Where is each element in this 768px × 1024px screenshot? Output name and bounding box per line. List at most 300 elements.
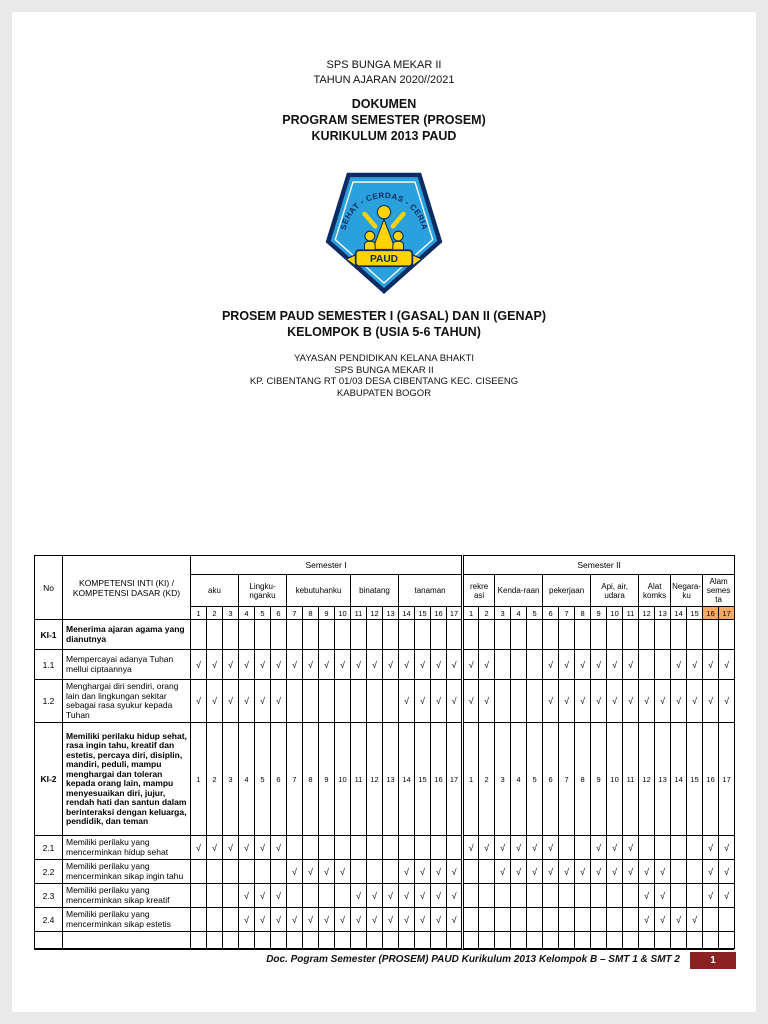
day-cell (287, 884, 303, 908)
check-mark: √ (415, 908, 431, 932)
check-mark: √ (303, 860, 319, 884)
day-cell (671, 932, 687, 949)
day-number: 10 (335, 607, 351, 620)
day-number: 1 (463, 607, 479, 620)
week-number: 5 (527, 723, 543, 836)
address-line: KP. CIBENTANG RT 01/03 DESA CIBENTANG KEC. CISEENG (249, 376, 519, 387)
day-number: 9 (319, 607, 335, 620)
day-cell (687, 620, 703, 650)
day-cell (399, 836, 415, 860)
check-mark: √ (223, 650, 239, 680)
day-cell (575, 908, 591, 932)
document-page (12, 12, 756, 1012)
check-mark: √ (703, 836, 719, 860)
day-cell (287, 680, 303, 723)
day-cell (591, 884, 607, 908)
day-cell (431, 932, 447, 949)
check-mark: √ (543, 836, 559, 860)
day-cell (527, 884, 543, 908)
check-mark: √ (623, 680, 639, 723)
week-number: 1 (191, 723, 207, 836)
check-mark: √ (415, 680, 431, 723)
check-mark: √ (607, 860, 623, 884)
page-number-badge: 1 (690, 952, 736, 969)
day-cell (559, 908, 575, 932)
check-mark: √ (655, 908, 671, 932)
check-mark: √ (671, 908, 687, 932)
day-cell (495, 908, 511, 932)
day-cell (319, 932, 335, 949)
day-cell (271, 620, 287, 650)
check-mark: √ (591, 860, 607, 884)
day-number: 16 (703, 607, 719, 620)
day-cell (367, 932, 383, 949)
foundation-name: YAYASAN PENDIDIKAN KELANA BHAKTI (293, 353, 475, 364)
check-mark: √ (527, 836, 543, 860)
week-number: 16 (703, 723, 719, 836)
week-number: 4 (239, 723, 255, 836)
prosem-table (34, 555, 735, 949)
day-number: 8 (303, 607, 319, 620)
day-cell (399, 932, 415, 949)
day-number: 3 (495, 607, 511, 620)
check-mark: √ (271, 884, 287, 908)
day-cell (527, 650, 543, 680)
check-mark: √ (271, 908, 287, 932)
theme-cell: Lingku-nganku (239, 575, 287, 607)
week-number: 17 (719, 723, 735, 836)
theme-cell: Alat komks (639, 575, 671, 607)
day-cell (447, 836, 463, 860)
check-mark: √ (655, 680, 671, 723)
week-number: 15 (687, 723, 703, 836)
day-number: 14 (671, 607, 687, 620)
check-mark: √ (415, 884, 431, 908)
day-number: 4 (511, 607, 527, 620)
footer-divider (34, 949, 734, 950)
day-cell (415, 836, 431, 860)
table-row (35, 836, 735, 860)
week-number: 10 (335, 723, 351, 836)
week-number: 12 (639, 723, 655, 836)
check-mark: √ (703, 860, 719, 884)
day-cell (511, 932, 527, 949)
check-mark: √ (447, 860, 463, 884)
check-mark: √ (255, 884, 271, 908)
theme-cell: Kenda-raan (495, 575, 543, 607)
check-mark: √ (463, 836, 479, 860)
day-number: 16 (431, 607, 447, 620)
day-cell (495, 680, 511, 723)
check-mark: √ (367, 884, 383, 908)
check-mark: √ (607, 836, 623, 860)
day-cell (671, 860, 687, 884)
day-cell (511, 620, 527, 650)
day-cell (463, 860, 479, 884)
day-cell (543, 932, 559, 949)
check-mark: √ (639, 908, 655, 932)
theme-cell: tanaman (399, 575, 463, 607)
row-no (35, 932, 63, 949)
day-cell (623, 932, 639, 949)
row-kd-text: Memiliki perilaku yang mencerminkan sikap kreatif (63, 884, 191, 908)
check-mark: √ (463, 650, 479, 680)
week-number: 7 (287, 723, 303, 836)
day-cell (287, 932, 303, 949)
week-number: 13 (655, 723, 671, 836)
day-cell (319, 680, 335, 723)
check-mark: √ (351, 884, 367, 908)
week-number: 9 (591, 723, 607, 836)
day-cell (463, 884, 479, 908)
table-row (35, 908, 735, 932)
day-number: 7 (559, 607, 575, 620)
week-number: 17 (447, 723, 463, 836)
day-cell (207, 620, 223, 650)
check-mark: √ (703, 650, 719, 680)
day-cell (351, 836, 367, 860)
theme-cell: Negara-ku (671, 575, 703, 607)
day-number: 10 (607, 607, 623, 620)
day-number: 8 (575, 607, 591, 620)
day-cell (271, 860, 287, 884)
day-number: 1 (191, 607, 207, 620)
check-mark: √ (303, 908, 319, 932)
check-mark: √ (383, 884, 399, 908)
day-cell (623, 620, 639, 650)
school-header (12, 58, 756, 88)
check-mark: √ (687, 680, 703, 723)
day-cell (511, 650, 527, 680)
day-cell (719, 908, 735, 932)
paud-logo (322, 162, 446, 296)
theme-cell: Api, air, udara (591, 575, 639, 607)
check-mark: √ (319, 860, 335, 884)
doc-curriculum: KURIKULUM 2013 PAUD (311, 129, 457, 143)
day-cell (207, 860, 223, 884)
check-mark: √ (335, 860, 351, 884)
day-cell (367, 836, 383, 860)
day-cell (335, 620, 351, 650)
week-number: 1 (463, 723, 479, 836)
check-mark: √ (479, 650, 495, 680)
semester2-header: Semester II (463, 556, 735, 575)
check-mark: √ (623, 650, 639, 680)
day-cell (559, 836, 575, 860)
check-mark: √ (287, 650, 303, 680)
day-cell (255, 860, 271, 884)
day-cell (303, 680, 319, 723)
day-cell (383, 836, 399, 860)
day-cell (383, 932, 399, 949)
day-cell (351, 932, 367, 949)
theme-cell: aku (191, 575, 239, 607)
day-cell (383, 680, 399, 723)
day-cell (335, 932, 351, 949)
row-no: 2.1 (35, 836, 63, 860)
check-mark: √ (495, 836, 511, 860)
row-kd-text: Memiliki perilaku hidup sehat, rasa ingin tahu, kreatif dan estetis, percaya diri, disiplin, mandiri, peduli, mampu menghargai dan toleran kepada orang lain, mampu menyesuaikan diri, jujur, rendah hati dan santun dalam berinteraksi dengan keluarga, pendidik, dan teman (63, 723, 191, 836)
check-mark: √ (511, 860, 527, 884)
regency-line: KABUPATEN BOGOR (336, 387, 432, 399)
check-mark: √ (495, 860, 511, 884)
day-cell (495, 932, 511, 949)
day-cell (335, 884, 351, 908)
check-mark: √ (639, 680, 655, 723)
check-mark: √ (431, 884, 447, 908)
prosem-title-line2: KELOMPOK B (USIA 5-6 TAHUN) (287, 325, 481, 339)
check-mark: √ (319, 908, 335, 932)
table-row (35, 680, 735, 723)
day-cell (335, 680, 351, 723)
day-cell (303, 836, 319, 860)
check-mark: √ (575, 860, 591, 884)
check-mark: √ (591, 836, 607, 860)
week-number: 3 (223, 723, 239, 836)
day-cell (607, 908, 623, 932)
day-number: 5 (527, 607, 543, 620)
week-number: 2 (207, 723, 223, 836)
day-number: 13 (383, 607, 399, 620)
row-kd-text: Menghargai diri sendiri, orang lain dan lingkungan sekitar sebagai rasa syukur kepada Tuhan (63, 680, 191, 723)
check-mark: √ (511, 836, 527, 860)
day-cell (671, 620, 687, 650)
check-mark: √ (479, 836, 495, 860)
day-cell (223, 932, 239, 949)
paud-banner (346, 250, 422, 266)
day-cell (639, 650, 655, 680)
check-mark: √ (623, 860, 639, 884)
check-mark: √ (719, 650, 735, 680)
day-cell (239, 932, 255, 949)
check-mark: √ (287, 860, 303, 884)
row-kd-text: Memiliki perilaku yang mencerminkan hidup sehat (63, 836, 191, 860)
day-cell (223, 884, 239, 908)
day-cell (479, 932, 495, 949)
week-number: 6 (543, 723, 559, 836)
check-mark: √ (399, 884, 415, 908)
day-cell (191, 884, 207, 908)
check-mark: √ (559, 860, 575, 884)
theme-cell: binatang (351, 575, 399, 607)
doc-title: PROGRAM SEMESTER (PROSEM) (282, 113, 486, 127)
day-cell (495, 620, 511, 650)
check-mark: √ (335, 908, 351, 932)
check-mark: √ (719, 884, 735, 908)
day-cell (479, 860, 495, 884)
day-cell (463, 932, 479, 949)
day-cell (639, 620, 655, 650)
check-mark: √ (207, 836, 223, 860)
check-mark: √ (367, 908, 383, 932)
week-number: 14 (671, 723, 687, 836)
day-number: 17 (719, 607, 735, 620)
check-mark: √ (415, 860, 431, 884)
day-number: 6 (271, 607, 287, 620)
day-cell (607, 884, 623, 908)
row-no: 1.1 (35, 650, 63, 680)
day-cell (351, 680, 367, 723)
check-mark: √ (639, 884, 655, 908)
day-cell (303, 884, 319, 908)
check-mark: √ (239, 836, 255, 860)
day-cell (303, 620, 319, 650)
day-cell (575, 932, 591, 949)
day-cell (335, 836, 351, 860)
check-mark: √ (655, 860, 671, 884)
section-title-block (12, 308, 756, 340)
check-mark: √ (447, 650, 463, 680)
check-mark: √ (543, 650, 559, 680)
week-number: 4 (511, 723, 527, 836)
day-cell (575, 836, 591, 860)
day-cell (351, 620, 367, 650)
check-mark: √ (607, 650, 623, 680)
day-cell (463, 620, 479, 650)
check-mark: √ (575, 650, 591, 680)
week-number: 2 (479, 723, 495, 836)
check-mark: √ (447, 884, 463, 908)
table-row (35, 932, 735, 949)
table-row (35, 620, 735, 650)
check-mark: √ (671, 680, 687, 723)
doc-label: DOKUMEN (351, 97, 417, 111)
check-mark: √ (191, 650, 207, 680)
check-mark: √ (223, 680, 239, 723)
check-mark: √ (447, 908, 463, 932)
day-cell (191, 908, 207, 932)
logo-banner-text: PAUD (369, 254, 399, 266)
week-number: 10 (607, 723, 623, 836)
day-number: 12 (367, 607, 383, 620)
day-cell (223, 620, 239, 650)
day-cell (607, 932, 623, 949)
check-mark: √ (687, 650, 703, 680)
day-cell (239, 620, 255, 650)
week-number: 3 (495, 723, 511, 836)
day-cell (591, 620, 607, 650)
day-cell (271, 932, 287, 949)
day-cell (415, 620, 431, 650)
row-no: 2.2 (35, 860, 63, 884)
week-number: 15 (415, 723, 431, 836)
day-cell (207, 908, 223, 932)
day-cell (399, 620, 415, 650)
check-mark: √ (239, 884, 255, 908)
check-mark: √ (383, 650, 399, 680)
day-number: 4 (239, 607, 255, 620)
day-cell (703, 620, 719, 650)
row-kd-text (63, 932, 191, 949)
check-mark: √ (223, 836, 239, 860)
table-row (35, 723, 735, 836)
day-cell (639, 932, 655, 949)
week-number: 8 (575, 723, 591, 836)
check-mark: √ (591, 650, 607, 680)
day-number: 15 (415, 607, 431, 620)
day-cell (431, 836, 447, 860)
check-mark: √ (399, 650, 415, 680)
check-mark: √ (271, 680, 287, 723)
day-cell (223, 860, 239, 884)
day-cell (703, 908, 719, 932)
day-cell (559, 620, 575, 650)
week-number: 16 (431, 723, 447, 836)
day-cell (591, 932, 607, 949)
check-mark: √ (431, 650, 447, 680)
day-cell (655, 836, 671, 860)
day-cell (559, 932, 575, 949)
week-number: 14 (399, 723, 415, 836)
check-mark: √ (255, 680, 271, 723)
day-cell (415, 932, 431, 949)
check-mark: √ (671, 650, 687, 680)
day-cell (367, 620, 383, 650)
day-number: 13 (655, 607, 671, 620)
week-number: 11 (623, 723, 639, 836)
day-number: 15 (687, 607, 703, 620)
row-no: 2.4 (35, 908, 63, 932)
col-header-no: No (35, 556, 63, 620)
day-number: 12 (639, 607, 655, 620)
day-number: 9 (591, 607, 607, 620)
check-mark: √ (239, 650, 255, 680)
day-cell (575, 884, 591, 908)
day-cell (479, 884, 495, 908)
day-cell (383, 860, 399, 884)
check-mark: √ (271, 650, 287, 680)
week-number: 11 (351, 723, 367, 836)
row-kd-text: Memiliki perilaku yang mencerminkan sikap ingin tahu (63, 860, 191, 884)
day-number: 2 (207, 607, 223, 620)
theme-cell: kebutuhanku (287, 575, 351, 607)
row-no: KI-2 (35, 723, 63, 836)
check-mark: √ (383, 908, 399, 932)
check-mark: √ (351, 908, 367, 932)
check-mark: √ (255, 836, 271, 860)
day-cell (191, 932, 207, 949)
day-cell (255, 932, 271, 949)
table-row (35, 860, 735, 884)
check-mark: √ (559, 650, 575, 680)
week-number: 12 (367, 723, 383, 836)
day-cell (719, 620, 735, 650)
check-mark: √ (415, 650, 431, 680)
logo-arc-text: SEHAT - CERDAS - CERIA (338, 190, 430, 231)
day-cell (191, 620, 207, 650)
check-mark: √ (543, 860, 559, 884)
check-mark: √ (335, 650, 351, 680)
check-mark: √ (191, 836, 207, 860)
check-mark: √ (367, 650, 383, 680)
check-mark: √ (431, 680, 447, 723)
day-number: 6 (543, 607, 559, 620)
day-cell (287, 836, 303, 860)
day-number: 5 (255, 607, 271, 620)
day-cell (463, 908, 479, 932)
check-mark: √ (623, 836, 639, 860)
day-cell (319, 620, 335, 650)
check-mark: √ (271, 836, 287, 860)
day-cell (543, 908, 559, 932)
day-cell (351, 860, 367, 884)
day-cell (319, 836, 335, 860)
day-cell (447, 620, 463, 650)
day-cell (511, 680, 527, 723)
check-mark: √ (591, 680, 607, 723)
check-mark: √ (351, 650, 367, 680)
day-cell (623, 908, 639, 932)
